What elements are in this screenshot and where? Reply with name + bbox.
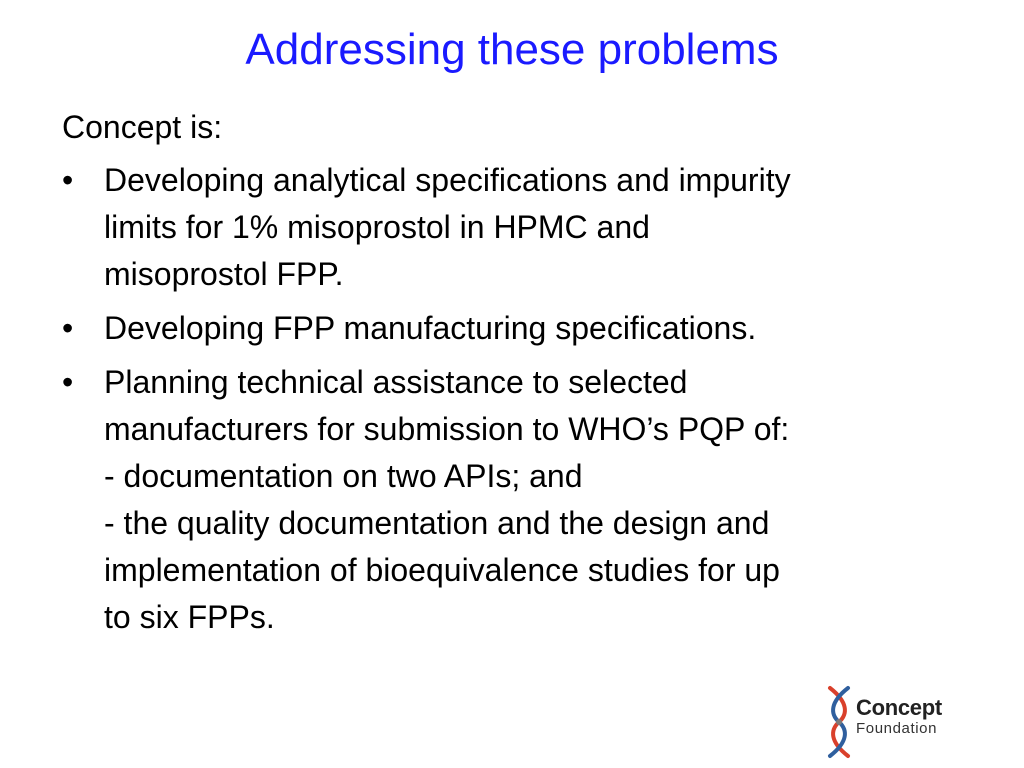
slide-title: Addressing these problems xyxy=(245,25,779,74)
bullet-dot: • xyxy=(62,364,74,400)
bullet-line: manufacturers for submission to WHO’s PQP of: xyxy=(104,411,790,447)
bullet-line: to six FPPs. xyxy=(104,599,275,635)
logo-subtitle: Foundation xyxy=(856,720,938,737)
bullet-item xyxy=(62,359,982,641)
bullet-item xyxy=(62,305,982,352)
bullet-item xyxy=(62,157,982,298)
logo-wordmark xyxy=(856,696,942,738)
bullet-line: - documentation on two APIs; and xyxy=(104,458,583,494)
bullet-line: misoprostol FPP. xyxy=(104,256,344,292)
dna-helix-icon xyxy=(824,684,854,760)
logo-name: Concept xyxy=(856,695,942,720)
bullet-list xyxy=(62,157,982,641)
bullet-line: - the quality documentation and the design and xyxy=(104,505,770,541)
bullet-line: implementation of bioequivalence studies for up xyxy=(104,552,780,588)
helix-node xyxy=(836,719,842,725)
slide-body xyxy=(62,104,982,648)
bullet-line: Planning technical assistance to selected xyxy=(104,364,688,400)
bullet-line: Developing FPP manufacturing specifications. xyxy=(104,310,757,346)
intro-text: Concept is: xyxy=(62,109,223,145)
concept-foundation-logo xyxy=(824,682,964,760)
bullet-dot: • xyxy=(62,310,74,346)
bullet-line: Developing analytical specifications and impurity xyxy=(104,162,791,198)
bullet-line: limits for 1% misoprostol in HPMC and xyxy=(104,209,650,245)
bullet-dot: • xyxy=(62,162,74,198)
